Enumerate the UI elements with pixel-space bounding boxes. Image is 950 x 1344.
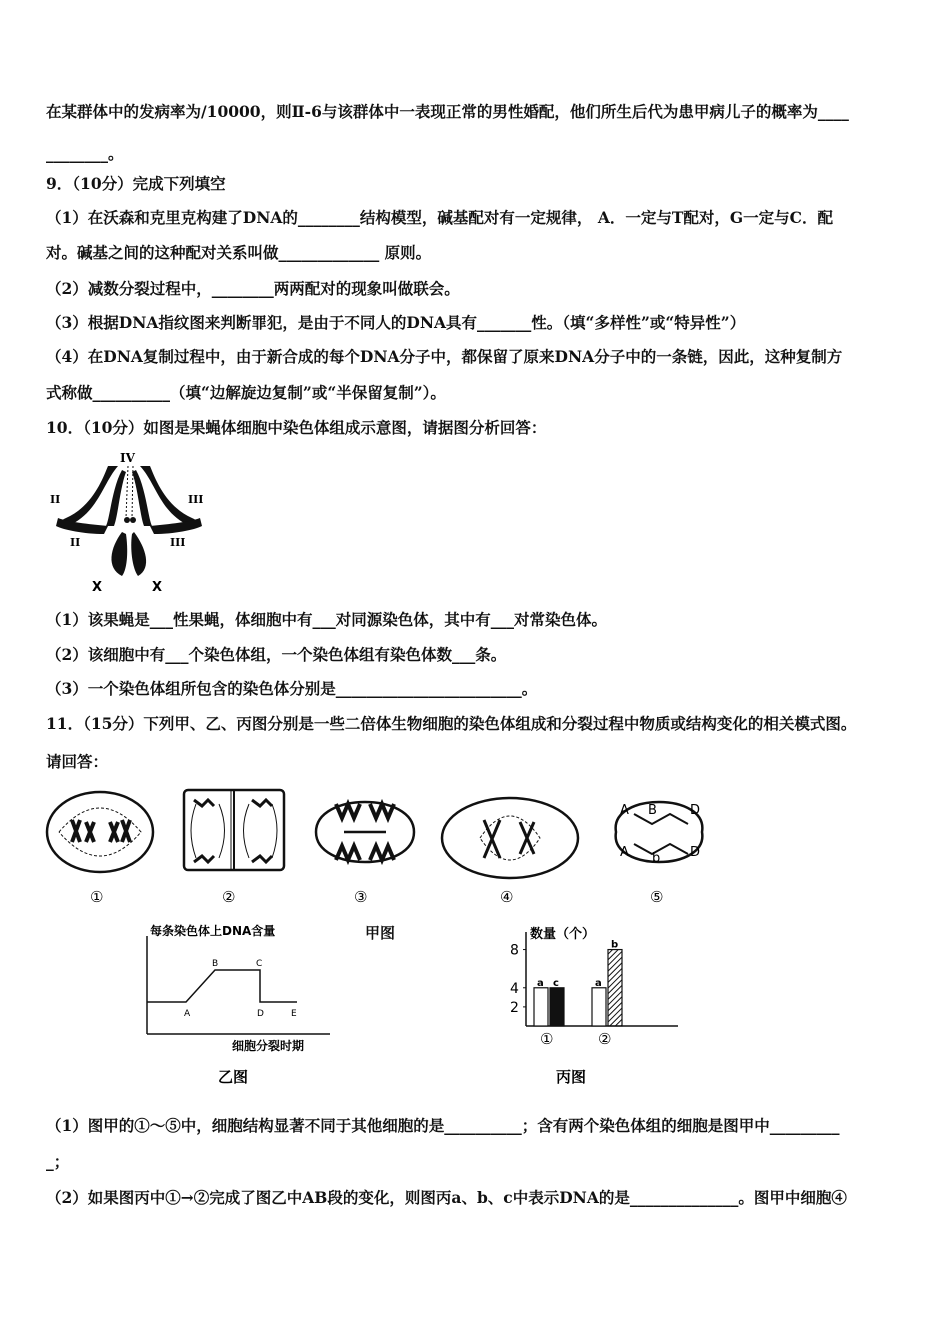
yi-point-C: C (256, 959, 263, 969)
bing-ylabel: 数量（个） (530, 927, 596, 942)
cell-5-label: ⑤ (650, 888, 664, 906)
yi-point-A: A (184, 1009, 191, 1019)
cell-5 (616, 802, 703, 906)
q9-part1: （1）在沃森和克里克构建了DNA的________结构模型，碱基配对有一定规律， A．一定与T配对，G一定与C．配 (46, 208, 833, 227)
q9-part3: （3）根据DNA指纹图来判断罪犯，是由于不同人的DNA具有_______性。（填“多样性”或“特异性”） (46, 313, 746, 332)
question-11-title: 11．（15分）下列甲、乙、丙图分别是一些二倍体生物细胞的染色体组成和分裂过程中物质或结构变化的相关模式图。 (46, 714, 857, 733)
figure-bing-chart (500, 920, 690, 1092)
bing-category-label: ② (598, 1030, 612, 1048)
question-11-cont: 请回答： (46, 752, 109, 771)
cell-5-gene-B: B (648, 803, 657, 818)
text-line: 在某群体中的发病率为/10000，则Ⅱ-6与该群体中一表现正常的男性婚配，他们所生后代为患甲病儿子的概率为____ (46, 102, 849, 121)
cell-5-gene-A1: A (620, 803, 629, 818)
cell-5-gene-D1: D (690, 803, 701, 818)
fruit-fly-chromosome-figure (48, 448, 210, 598)
q11-part2: （2）如果图丙中①→②完成了图乙中AB段的变化，则图丙a、b、c中表示DNA的是______________。图甲中细胞④ (46, 1188, 847, 1207)
figure-jia-caption: 甲图 (365, 924, 396, 942)
cell-2 (184, 790, 284, 906)
label-ii-left: II (50, 493, 61, 506)
label-iv: IV (120, 451, 135, 465)
q11-part1-cont: _； (46, 1152, 70, 1171)
bing-bar-label-b: b (611, 939, 619, 951)
cell-4 (442, 798, 578, 906)
text-line: ________。 (46, 144, 124, 163)
bing-bar-label-a: a (595, 977, 602, 989)
cell-4-label: ④ (500, 888, 514, 906)
label-iii-right: III (188, 493, 204, 506)
bing-caption: 丙图 (556, 1068, 587, 1086)
q9-part1-cont: 对。碱基之间的这种配对关系叫做_____________ 原则。 (46, 243, 432, 262)
cell-2-label: ② (222, 888, 236, 906)
cell-5-gene-D2: D (690, 845, 701, 860)
cell-5-gene-b: b (652, 851, 661, 866)
yi-point-E: E (291, 1009, 297, 1019)
cell-5-gene-A2: A (620, 845, 629, 860)
bing-bar-a (592, 988, 606, 1026)
q10-part2: （2）该细胞中有___个染色体组，一个染色体组有染色体数___条。 (46, 645, 507, 664)
q9-part2: （2）减数分裂过程中，________两两配对的现象叫做联会。 (46, 279, 460, 298)
label-iii-right-2: III (170, 536, 186, 549)
bing-bar-label-a: a (537, 977, 544, 989)
label-x-left: X (92, 580, 103, 595)
bing-ytick: 4 (510, 980, 519, 997)
question-10-title: 10．（10分）如图是果蝇体细胞中染色体组成示意图，请据图分析回答： (46, 418, 547, 437)
bing-bar-b (608, 950, 622, 1026)
yi-point-D: D (257, 1009, 264, 1019)
yi-ylabel: 每条染色体上DNA含量 (150, 924, 276, 938)
cell-3 (316, 802, 414, 906)
q9-part4: （4）在DNA复制过程中，由于新合成的每个DNA分子中，都保留了原来DNA分子中的一条链，因此，这种复制方 (46, 347, 843, 366)
yi-xlabel: 细胞分裂时期 (232, 1039, 305, 1053)
q11-part1: （1）图甲的①～⑤中，细胞结构显著不同于其他细胞的是__________；含有两个染色体组的细胞是图甲中_________ (46, 1116, 840, 1135)
bing-bar-a (534, 988, 548, 1026)
yi-caption: 乙图 (218, 1068, 249, 1086)
cell-1 (47, 792, 153, 906)
bing-bar-c (550, 988, 564, 1026)
bing-ytick: 8 (510, 942, 519, 959)
q10-part1: （1）该果蝇是___性果蝇，体细胞中有___对同源染色体，其中有___对常染色体。 (46, 610, 608, 629)
q10-part3: （3）一个染色体组所包含的染色体分别是________________________。 (46, 679, 538, 698)
label-x-right: X (152, 580, 163, 595)
bing-category-label: ① (540, 1030, 554, 1048)
bing-ytick: 2 (510, 999, 519, 1016)
question-9-title: 9．（10分）完成下列填空 (46, 174, 226, 193)
figure-yi-chart (140, 920, 340, 1092)
label-ii-left-2: II (70, 536, 81, 549)
cell-3-label: ③ (354, 888, 368, 906)
yi-point-B: B (212, 959, 219, 969)
cell-division-figures (44, 784, 724, 910)
q9-part4-cont: 式称做__________（填“边解旋边复制”或“半保留复制”）。 (46, 383, 446, 402)
cell-1-label: ① (90, 888, 104, 906)
bing-bar-label-c: c (553, 977, 559, 989)
